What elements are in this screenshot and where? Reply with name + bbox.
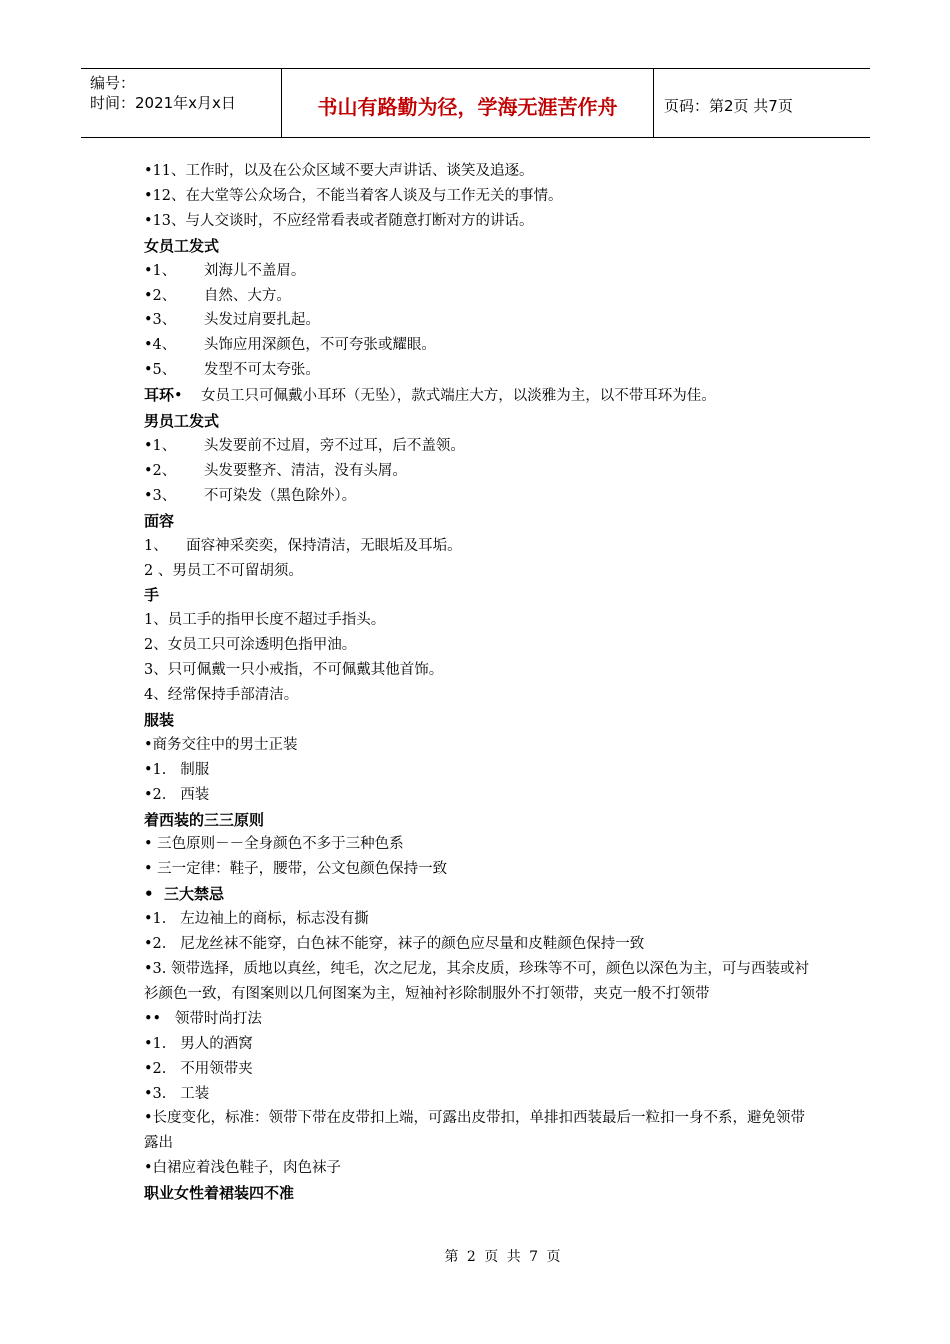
body-line: 3、只可佩戴一只小戒指，不可佩戴其他首饰。 [144,662,444,679]
body-line: 2 、男员工不可留胡须。 [144,562,303,579]
body-line: •4、 头饰应用深颜色，不可夸张或耀眼。 [144,337,436,354]
body-line: •3. 领带选择，质地以真丝，纯毛，次之尼龙，其余皮质，珍珠等不可，颜色以深色为主，可与西装或衬衫颜色一致，有图案则以几何图案为主，短袖衬衫除制服外不打领带，夹克一般不打领带 [144,961,809,1002]
header-page-info: 页码：第2页 共7页 [664,96,793,115]
body-line: •3、 不可染发（黑色除外）。 [144,487,357,504]
section-heading: 男员工发式 [144,412,220,431]
body-line: •3、 头发过肩要扎起。 [144,312,320,329]
body-line: 1、 面容神采奕奕，保持清洁，无眼垢及耳垢。 [144,537,462,554]
section-heading: 服装 [144,710,175,729]
body-line: •1、 刘海儿不盖眉。 [144,262,306,279]
body-line: •2、 自然、大方。 [144,287,291,304]
section-heading: 女员工发式 [144,236,220,255]
body-line: • 三一定律：鞋子，腰带，公文包颜色保持一致 [144,861,448,878]
body-line: •长度变化，标准：领带下带在皮带扣上端，可露出皮带扣，单排扣西装最后一粒扣一身不系，避免领带露出 [144,1110,806,1152]
header-meta [81,69,282,137]
section-heading: 手 [144,586,160,605]
section-heading: • 三大禁忌 [144,885,225,904]
body-line: •2. 西装 [144,786,210,803]
body-line: •1. 左边袖上的商标，标志没有撕 [144,911,369,928]
body-line: •• 领带时尚打法 [144,1010,262,1027]
body-line: 4、经常保持手部清洁。 [144,687,299,704]
section-heading: 面容 [144,511,175,530]
number-label: 编号： [90,74,136,92]
body-line: 1、员工手的指甲长度不超过手指头。 [144,612,386,629]
body-line: •3. 工装 [144,1085,210,1102]
body-line: 2、女员工只可涂透明色指甲油。 [144,637,357,654]
body-line: •1. 男人的酒窝 [144,1035,253,1052]
body-line: •1. 制服 [144,761,210,778]
body-line: •1、 头发要前不过眉，旁不过耳，后不盖领。 [144,437,465,454]
body-line: •5、 发型不可太夸张。 [144,362,320,379]
section-heading: 着西装的三三原则 [144,810,265,829]
section-heading: 职业女性着裙装四不准 [144,1184,295,1203]
body-line: •13、与人交谈时，不应经常看表或者随意打断对方的讲话。 [144,212,534,229]
date-label: 时间：2021年x月x日 [90,94,236,112]
header-motto: 书山有路勤为径，学海无涯苦作舟 [282,69,654,137]
body-line: •2、 头发要整齐、清洁，没有头屑。 [144,462,407,479]
body-line: •白裙应着浅色鞋子，肉色袜子 [144,1160,342,1177]
body-line: •商务交往中的男士正装 [144,736,298,753]
document-header [81,68,870,138]
body-line: •2. 不用领带夹 [144,1060,253,1077]
document-body [144,159,814,1206]
body-line: • 三色原则－－全身颜色不多于三种色系 [144,836,404,853]
body-line: •2. 尼龙丝袜不能穿，白色袜不能穿，袜子的颜色应尽量和皮鞋颜色保持一致 [144,936,645,953]
body-line: •12、在大堂等公众场合，不能当着客人谈及与工作无关的事情。 [144,187,563,204]
body-line: 耳环• 女员工只可佩戴小耳环（无坠），款式端庄大方，以淡雅为主，以不带耳环为佳。 [144,386,716,405]
body-line: •11、工作时，以及在公众区域不要大声讲话、谈笑及追逐。 [144,163,534,179]
page-footer: 第 2 页 共 7 页 [444,1249,561,1265]
